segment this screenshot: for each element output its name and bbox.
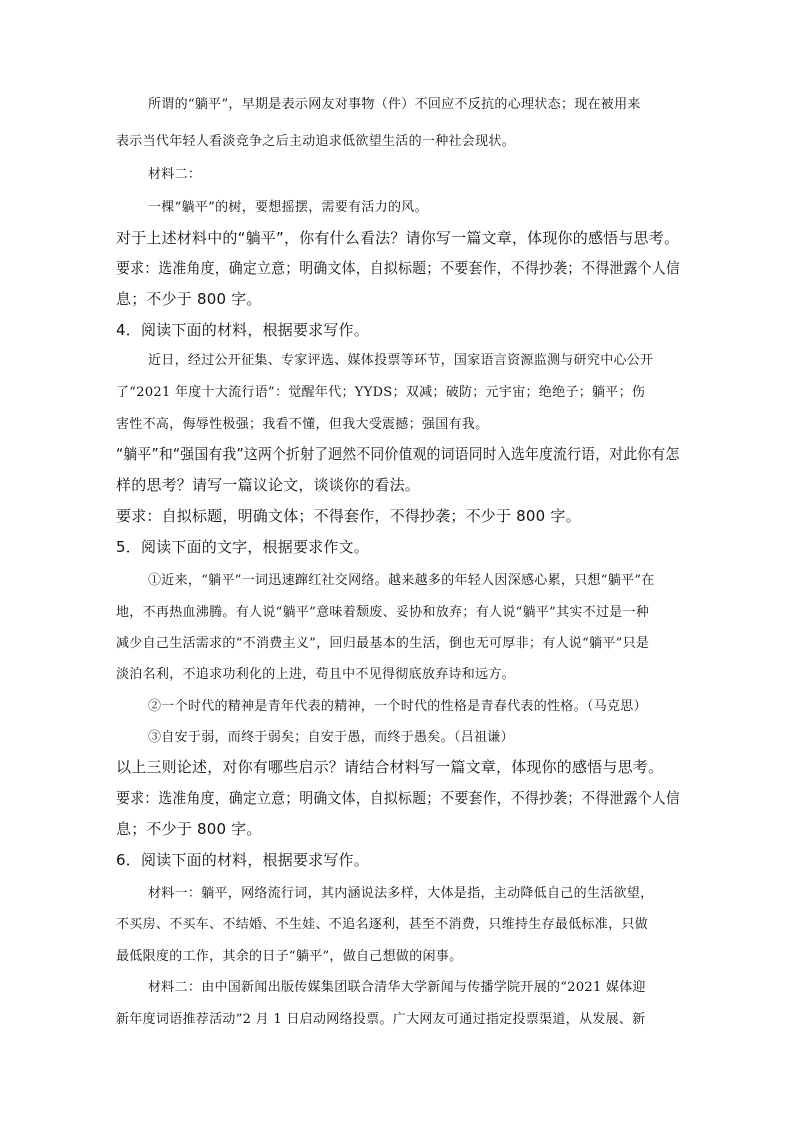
text-line: 要求：自拟标题，明确文体；不得套作，不得抄袭；不少于 800 字。: [116, 507, 581, 525]
text-line: 表示当代年轻人看淡竞争之后主动追求低欲望生活的一种社会现状。: [116, 134, 516, 149]
text-line: 以上三则论述，对你有哪些启示？请结合材料写一篇文章，体现你的感悟与思考。: [116, 758, 664, 776]
text-line: 材料二：由中国新闻出版传媒集团联合清华大学新闻与传播学院开展的“2021 媒体迎: [148, 980, 646, 995]
text-line: 近日，经过公开征集、专家评选、媒体投票等环节，国家语言资源监测与研究中心公开: [148, 353, 654, 368]
text-line: “躺平”和“强国有我”这两个折射了迥然不同价值观的词语同时入选年度流行语，对此你有怎: [116, 445, 680, 463]
text-line: 材料二：: [148, 167, 202, 182]
text-line: 一棵“躺平”的树，要想摇摆，需要有活力的风。: [148, 200, 428, 215]
text-line: 4．阅读下面的材料，根据要求写作。: [116, 321, 369, 339]
text-line: 了“2021 年度十大流行语”：觉醒年代；YYDS；双减；破防；元宇宙；绝绝子；躺平；伤: [116, 385, 646, 400]
text-line: 材料一：躺平，网络流行词，其内涵说法多样，大体是指，主动降低自己的生活欲望，: [148, 886, 654, 901]
text-line: 不买房、不买车、不结婚、不生娃、不追名逐利，甚至不消费，只维持生存最低标准，只做: [116, 917, 649, 932]
text-line: 减少自己生活需求的“不消费主义”，回归最基本的生活，倒也无可厚非；有人说“躺平”只是: [116, 636, 650, 651]
text-line: ①近来，“躺平”一词迅速蹿红社交网络。越来越多的年轻人因深感心累，只想“躺平”在: [148, 573, 655, 588]
text-line: 害性不高，侮辱性极强；我看不懂，但我大受震撼；强国有我。: [116, 417, 489, 432]
text-line: 要求：选准角度，确定立意；明确文体，自拟标题；不要套作，不得抄袭；不得泄露个人信: [116, 259, 680, 277]
text-line: ③自安于弱，而终于弱矣；自安于愚，而终于愚矣。（吕祖谦）: [148, 730, 514, 745]
text-line: 最低限度的工作，其余的日子“躺平”，做自己想做的闲事。: [116, 949, 463, 964]
text-line: 新年度词语推荐活动”2 月 1 日启动网络投票。广大网友可通过指定投票渠道，从发展、新: [116, 1012, 646, 1027]
text-line: 6．阅读下面的材料，根据要求写作。: [116, 851, 369, 869]
text-line: 淡泊名利，不追求功利化的上进，苟且中不见得彻底放弃诗和远方。: [116, 667, 516, 682]
text-line: 5．阅读下面的文字，根据要求作文。: [116, 538, 369, 556]
text-line: 息；不少于 800 字。: [116, 820, 262, 838]
text-line: 要求：选准角度，确定立意；明确文体，自拟标题；不要套作，不得抄袭；不得泄露个人信: [116, 789, 680, 807]
text-line: ②一个时代的精神是青年代表的精神，一个时代的性格是青春代表的性格。（马克思）: [148, 699, 647, 714]
text-line: 所谓的“躺平”，早期是表示网友对事物（件）不回应不反抗的心理状态；现在被用来: [148, 97, 641, 112]
text-line: 息；不少于 800 字。: [116, 290, 262, 308]
text-line: 地，不再热血沸腾。有人说“躺平”意味着颓废、妥协和放弃；有人说“躺平”其实不过是一种: [116, 605, 650, 620]
text-line: 样的思考？请写一篇议论文，谈谈你的看法。: [116, 476, 421, 494]
text-line: 对于上述材料中的“躺平”，你有什么看法？请你写一篇文章，体现你的感悟与思考。: [116, 229, 680, 247]
